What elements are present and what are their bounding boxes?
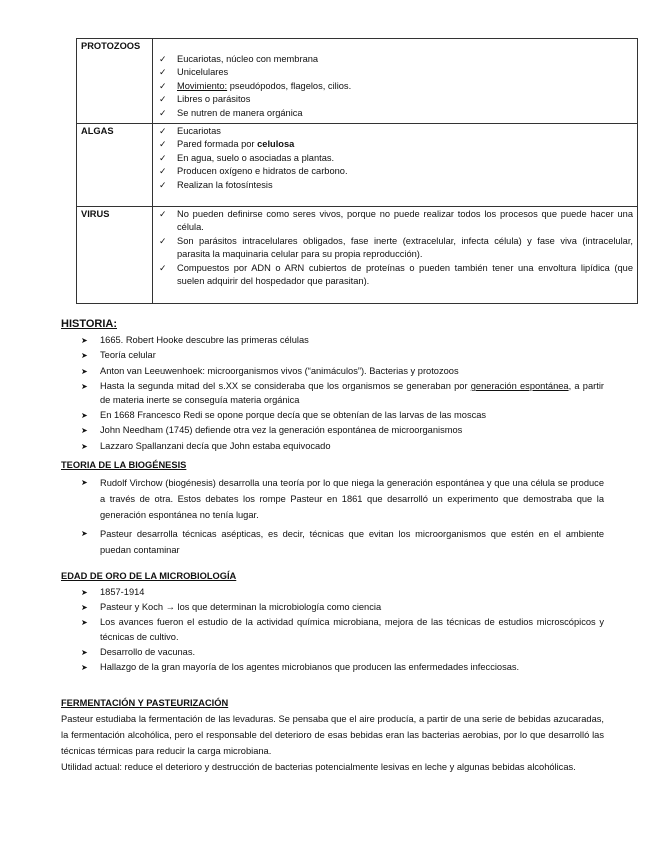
check-icon: ✓ [159, 262, 167, 273]
arrow-bullet-icon: ➤ [81, 366, 88, 376]
arrow-bullet-icon: ➤ [81, 648, 88, 658]
arrow-bullet-icon: ➤ [81, 618, 88, 628]
historia-section [61, 316, 604, 453]
arrow-bullet-icon: ➤ [81, 441, 88, 451]
edad-oro-section [61, 570, 604, 675]
row-content-algas [153, 124, 638, 207]
list-item: ✓ Producen oxígeno e hidratos de carbono. [157, 165, 633, 178]
list-item: ➤ Pasteur y Koch → los que determinan la microbiología como ciencia [61, 600, 604, 615]
list-item: ➤ En 1668 Francesco Redi se opone porque decía que se obtenían de las larvas de las moscas [61, 409, 604, 422]
row-content-protozoos [153, 39, 638, 124]
list-item: ➤ Anton van Leeuwenhoek: microorganismos vivos (“animáculos”). Bacterias y protozoos [61, 365, 604, 378]
arrow-bullet-icon: ➤ [81, 603, 88, 613]
table-row [77, 124, 638, 207]
arrow-bullet-icon: ➤ [81, 529, 88, 539]
check-icon: ✓ [159, 166, 167, 177]
row-name-virus: VIRUS [77, 207, 153, 304]
organisms-table [76, 38, 638, 304]
list-item: ✓ Pared formada por celulosa [157, 138, 633, 151]
check-icon: ✓ [159, 107, 167, 118]
list-item: ✓ Se nutren de manera orgánica [157, 107, 633, 120]
list-item: ✓ Eucariotas, núcleo con membrana [157, 53, 633, 66]
edad-oro-heading: EDAD DE ORO DE LA MICROBIOLOGÍA [61, 571, 237, 581]
list-item: ✓ En agua, suelo o asociadas a plantas. [157, 152, 633, 165]
fermentacion-section [61, 697, 604, 775]
check-icon: ✓ [159, 179, 167, 190]
list-item: ➤ John Needham (1745) defiende otra vez la generación espontánea de microorganismos [61, 424, 604, 437]
list-item: ➤ Los avances fueron el estudio de la actividad química microbiana, mejora de las técnicas de estudios microscópicos y técnicas de cultivo. [81, 617, 604, 643]
check-icon: ✓ [159, 67, 167, 78]
arrow-bullet-icon: ➤ [81, 478, 88, 488]
list-item: ✓ No pueden definirse como seres vivos, porque no puede realizar todos los procesos que puede hacer una célula. [159, 209, 633, 233]
list-item: ✓ Movimiento: pseudópodos, flagelos, cilios. [157, 80, 633, 93]
list-item: ✓ Eucariotas [157, 125, 633, 138]
biogenesis-section [61, 459, 604, 558]
row-name-algas: ALGAS [77, 124, 153, 207]
list-item: ✓ Compuestos por ADN o ARN cubiertos de proteínas o pueden también tener una envoltura lipídica (que suelen adquirir del hospedador que parasitan). [159, 262, 633, 287]
table-row [77, 207, 638, 304]
arrow-bullet-icon: ➤ [81, 588, 88, 598]
list-item: ➤ Lazzaro Spallanzani decía que John estaba equivocado [61, 440, 604, 453]
list-item: ✓ Realizan la fotosíntesis [157, 179, 633, 192]
fermentacion-heading: FERMENTACIÓN Y PASTEURIZACIÓN [61, 698, 229, 708]
check-icon: ✓ [159, 80, 167, 91]
list-item: ✓ Son parásitos intracelulares obligados, fase inerte (extracelular, infecta célula) y fase viva (intracelular, parasita la maquinaria celular para su propia reproducción). [159, 235, 633, 260]
fermentacion-paragraph: Pasteur estudiaba la fermentación de las levaduras. Se pensaba que el aire producía, a partir de una serie de bebidas azucaradas, la fermentación alcohólica, pero el responsable del deterioro de esas bebidas eran las bacterias aerobias, por lo que desarrolló las técnicas térmicas para reducir la carga microbiana. [61, 714, 604, 757]
list-item: ➤ Hasta la segunda mitad del s.XX se consideraba que los organismos se generaban por generación espontánea, a partir de materia inerte se conseguía materia orgánica [81, 381, 604, 405]
arrow-bullet-icon: ➤ [81, 336, 88, 345]
list-item: ➤ Rudolf Virchow (biogénesis) desarrolla una teoría por lo que niega la generación espontánea y que una célula se produce a través de otra. Estos debates los rompe Pasteur en 1861 que desarrolló un experimento que demostraba que la generación espontánea no tenía lugar. [61, 475, 604, 523]
check-icon: ✓ [159, 54, 167, 64]
arrow-bullet-icon: ➤ [81, 411, 88, 421]
list-item: ➤ Desarrollo de vacunas. [61, 645, 604, 660]
check-icon: ✓ [159, 139, 167, 150]
utilidad-paragraph: Utilidad actual: reduce el deterioro y destrucción de bacterias potencialmente lesivas en leche y algunas bebidas alcohólicas. [61, 762, 576, 773]
check-icon: ✓ [159, 126, 167, 137]
list-item: ➤ Pasteur desarrolla técnicas asépticas, es decir, técnicas que evitan los microorganismos que estén en el ambiente puedan contaminar [61, 526, 604, 558]
historia-heading: HISTORIA: [61, 318, 118, 330]
list-item: ➤ Teoría celular [61, 349, 604, 362]
check-icon: ✓ [159, 209, 167, 220]
arrow-bullet-icon: ➤ [81, 382, 88, 392]
arrow-bullet-icon: ➤ [81, 351, 88, 361]
list-item: ➤ 1665. Robert Hooke descubre las primeras células [61, 334, 604, 347]
arrow-bullet-icon: ➤ [81, 426, 88, 436]
list-item: ➤ Hallazgo de la gran mayoría de los agentes microbianos que producen las enfermedades infecciosas. [61, 660, 604, 675]
check-icon: ✓ [159, 235, 167, 246]
biogenesis-heading: TEORIA DE LA BIOGÉNESIS [61, 460, 187, 470]
row-content-virus [153, 207, 638, 304]
table-row [77, 39, 638, 124]
list-item: ➤ 1857-1914 [61, 585, 604, 600]
check-icon: ✓ [159, 94, 167, 105]
row-name-protozoos: PROTOZOOS [77, 39, 153, 124]
list-item: ✓ Libres o parásitos [157, 93, 633, 106]
check-icon: ✓ [159, 152, 167, 163]
list-item: ✓ Unicelulares [157, 66, 633, 79]
arrow-bullet-icon: ➤ [81, 663, 88, 673]
